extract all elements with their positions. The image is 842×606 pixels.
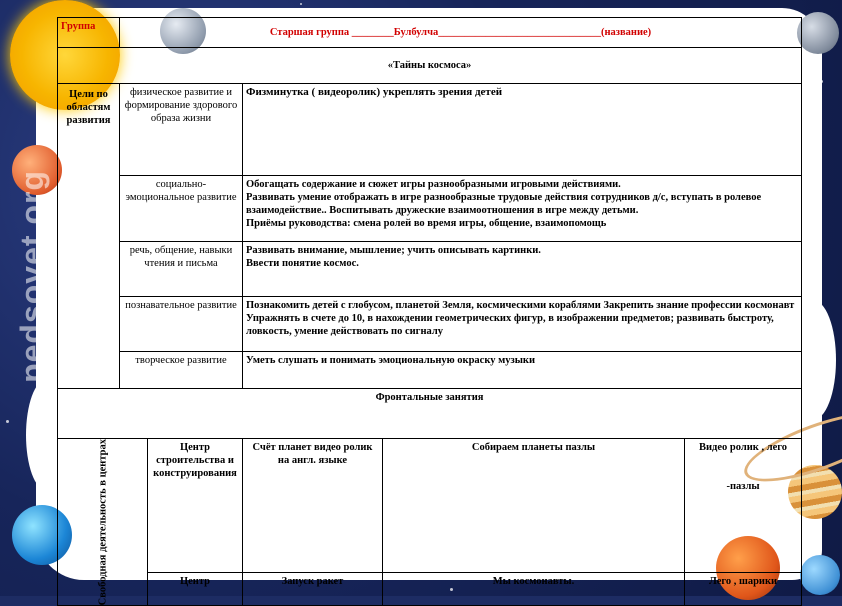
plan-table bbox=[57, 17, 802, 606]
goal-area: творческое развитие bbox=[120, 352, 243, 389]
lesson-theme: «Тайны космоса» bbox=[58, 48, 802, 84]
group-value: Старшая группа ________Булбулча_______________________________(название) bbox=[120, 18, 802, 48]
star bbox=[300, 3, 302, 5]
center-cell: Центр строительства и конструирования bbox=[148, 439, 243, 573]
frontal-label: Фронтальные занятия bbox=[58, 389, 802, 439]
goal-content: Развивать внимание, мышление; учить описывать картинки. Ввести понятие космос. bbox=[243, 242, 802, 297]
goal-content: Уметь слушать и понимать эмоциональную окраску музыки bbox=[243, 352, 802, 389]
center-cell: Лего , шарики bbox=[685, 572, 802, 605]
goal-area: познавательное развитие bbox=[120, 297, 243, 352]
center-cell: Видео ролик , лего -пазлы bbox=[685, 439, 802, 573]
grey-planet-icon bbox=[797, 12, 839, 54]
free-activity-label: Свободная деятельность в центрах bbox=[58, 439, 148, 606]
goal-area: физическое развитие и формирование здорового образа жизни bbox=[120, 84, 243, 176]
watermark: pedsovet.org bbox=[14, 170, 50, 383]
center-cell: Запуск ракет bbox=[243, 572, 383, 605]
goal-content: Познакомить детей с глобусом, планетой Земля, космическими кораблями Закрепить знание профессии космонавт Упражнять в счете до 10, в нахождении геометрических фигур, в изображении предметов; развивать быстроту, ловкость, умение действовать по сигналу bbox=[243, 297, 802, 352]
center-cell: Собираем планеты пазлы bbox=[383, 439, 685, 573]
star bbox=[6, 420, 9, 423]
goal-content: Физминутка ( видеоролик) укреплять зрения детей bbox=[243, 84, 802, 176]
goal-area: социально-эмоциональное развитие bbox=[120, 176, 243, 242]
center-cell: Мы космонавты. bbox=[383, 572, 685, 605]
center-cell: Центр bbox=[148, 572, 243, 605]
group-label: Группа bbox=[58, 18, 120, 48]
blue-planet-icon bbox=[800, 555, 840, 595]
goals-label: Цели по областям развития bbox=[58, 84, 120, 389]
goal-content: Обогащать содержание и сюжет игры разнообразными игровыми действиями. Развивать умение отображать в игре разнообразные трудовые действия сотрудников д/с, вступать в ролевое взаимодействие.. Воспитывать дружеские взаимоотношения в игре между детьми. Приёмы руководства: смена ролей во время игры, общение, взаимопомощь bbox=[243, 176, 802, 242]
center-cell: Счёт планет видео ролик на англ. языке bbox=[243, 439, 383, 573]
goal-area: речь, общение, навыки чтения и письма bbox=[120, 242, 243, 297]
